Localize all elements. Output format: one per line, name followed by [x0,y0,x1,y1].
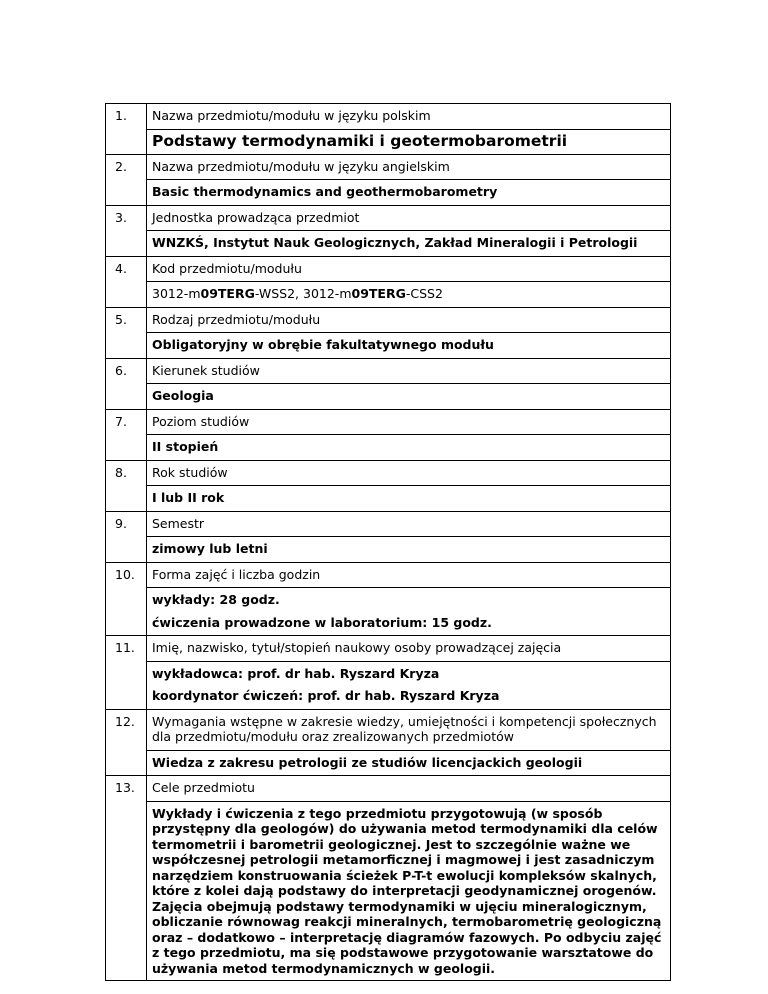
row-8-value [106,486,671,512]
field-value-cell [147,661,671,709]
row-number-text: 7. [115,413,127,429]
row-number [106,562,147,636]
row-number [106,205,147,256]
hours-lectures: wykłady: 28 godz. [152,592,280,607]
row-4-value [106,282,671,308]
row-8-header [106,460,671,486]
field-label: Jednostka prowadząca przedmiot [152,209,360,225]
field-label-cell [147,307,671,333]
row-number-text: 2. [115,158,127,174]
course-code-part: -WSS2, 3012-m [254,286,352,301]
course-objectives: Wykłady i ćwiczenia z tego przedmiotu przygotowują (w sposób przystępny dla geologów) do używania metod termodynamiki dla celów termometrii i barometrii geologicznej. Jest to szczególnie ważne we współczesnej petrologii metamorficznej i magmowej i jest zasadniczym narzędziem konstruowania ścieżek P-T-t ewolucji kompleksów skalnych, które z kolei dają podstawy do interpretacji geodynamicznej orogenów. Zajęcia obejmują podstawy termodynamiki w ujęciu mineralogicznym, obliczanie równowag reakcji mineralnych, termobarometrię geologiczną oraz – dodatkowo – interpretację diagramów fazowych. Po odbyciu zajęć z tego przedmiotu, ma się podstawowe przygotowanie warsztatowe do używania metod termodynamicznych w geologii. [152,805,662,976]
course-code-part-bold: 09TERG [351,286,406,301]
row-2-header [106,154,671,180]
field-value-cell [147,384,671,410]
field-value-cell [147,129,671,154]
field-label-cell [147,776,671,802]
row-6-value [106,384,671,410]
lecturer: wykładowca: prof. dr hab. Ryszard Kryza [152,665,440,681]
field-label: Rok studiów [152,464,228,480]
course-type: Obligatoryjny w obrębie fakultatywnego modułu [152,337,494,352]
field-label-cell [147,636,671,662]
row-1-header [106,104,671,130]
row-number [106,104,147,155]
row-7-value [106,435,671,461]
field-label: Imię, nazwisko, tytuł/stopień naukowy osoby prowadzącej zajęcia [152,640,562,655]
field-label: Rodzaj przedmiotu/modułu [152,311,321,327]
field-label-cell [147,709,671,750]
field-label-cell [147,205,671,231]
row-number [106,307,147,358]
course-title-en: Basic thermodynamics and geothermobarometry [152,184,498,199]
field-label-cell [147,409,671,435]
field-label: Poziom studiów [152,413,250,429]
row-number [106,154,147,205]
row-5-header [106,307,671,333]
field-label: Cele przedmiotu [152,780,255,795]
field-value-cell [147,801,671,981]
row-number-text: 8. [115,464,127,480]
row-number-text: 3. [115,209,127,225]
course-code-part-bold: 09TERG [200,286,255,301]
row-number [106,709,147,776]
row-number-text: 9. [115,515,127,531]
row-number-text: 5. [115,311,127,327]
row-5-value [106,333,671,359]
field-value-cell [147,231,671,257]
row-number [106,256,147,307]
row-3-value [106,231,671,257]
row-3-header [106,205,671,231]
field-label-cell [147,460,671,486]
field-label: Kierunek studiów [152,362,260,378]
row-number-text: 13. [115,780,135,795]
field-label: Semestr [152,515,205,531]
row-number [106,636,147,710]
field-value-cell [147,282,671,308]
row-9-value [106,537,671,563]
semester: zimowy lub letni [152,541,268,556]
row-6-header [106,358,671,384]
field-value-cell [147,333,671,359]
row-13-header [106,776,671,802]
row-number-text: 12. [115,713,135,729]
row-12-value [106,750,671,776]
field-label: Kod przedmiotu/modułu [152,260,302,276]
row-1-value [106,129,671,154]
course-code-part: -CSS2 [405,286,443,301]
field-of-study: Geologia [152,388,214,403]
field-label-cell [147,154,671,180]
course-code-part: 3012-m [152,286,201,301]
field-label-cell [147,358,671,384]
row-7-header [106,409,671,435]
hours-lab: ćwiczenia prowadzone w laboratorium: 15 godz. [152,614,492,630]
field-label-cell [147,256,671,282]
study-level: II stopień [152,439,219,454]
row-number [106,460,147,511]
row-10-header [106,562,671,588]
field-label: Wymagania wstępne w zakresie wiedzy, umiejętności i kompetencji społecznych dla przedmiotu/modułu oraz zrealizowanych przedmiotów [152,713,657,744]
row-number [106,511,147,562]
field-value-cell [147,588,671,636]
row-9-header [106,511,671,537]
row-number-text: 6. [115,362,127,378]
syllabus-table [105,103,671,981]
row-number [106,358,147,409]
row-number [106,776,147,981]
row-12-header [106,709,671,750]
row-number-text: 1. [115,108,127,123]
teaching-unit: WNZKŚ, Instytut Nauk Geologicznych, Zakład Mineralogii i Petrologii [152,235,638,250]
study-year: I lub II rok [152,490,225,505]
row-13-value [106,801,671,981]
field-label: Nazwa przedmiotu/modułu w języku polskim [152,108,431,123]
field-value-cell [147,750,671,776]
row-11-header [106,636,671,662]
prerequisites: Wiedza z zakresu petrologii ze studiów licencjackich geologii [152,754,583,770]
row-number [106,409,147,460]
row-2-value [106,180,671,206]
field-label: Forma zajęć i liczba godzin [152,566,321,582]
row-4-header [106,256,671,282]
field-label-cell [147,562,671,588]
field-label: Nazwa przedmiotu/modułu w języku angielskim [152,158,450,174]
row-11-value [106,661,671,709]
field-label-cell [147,104,671,130]
course-code [147,282,670,307]
field-value-cell [147,486,671,512]
field-label-cell [147,511,671,537]
row-number-text: 4. [115,260,127,276]
field-value-cell [147,537,671,563]
row-number-text: 10. [115,566,135,582]
row-10-value [106,588,671,636]
field-value-cell [147,435,671,461]
course-title-pl: Podstawy termodynamiki i geotermobarometrii [152,131,568,150]
lab-coordinator: koordynator ćwiczeń: prof. dr hab. Ryszard Kryza [152,688,500,703]
row-number-text: 11. [115,640,135,655]
field-value-cell [147,180,671,206]
